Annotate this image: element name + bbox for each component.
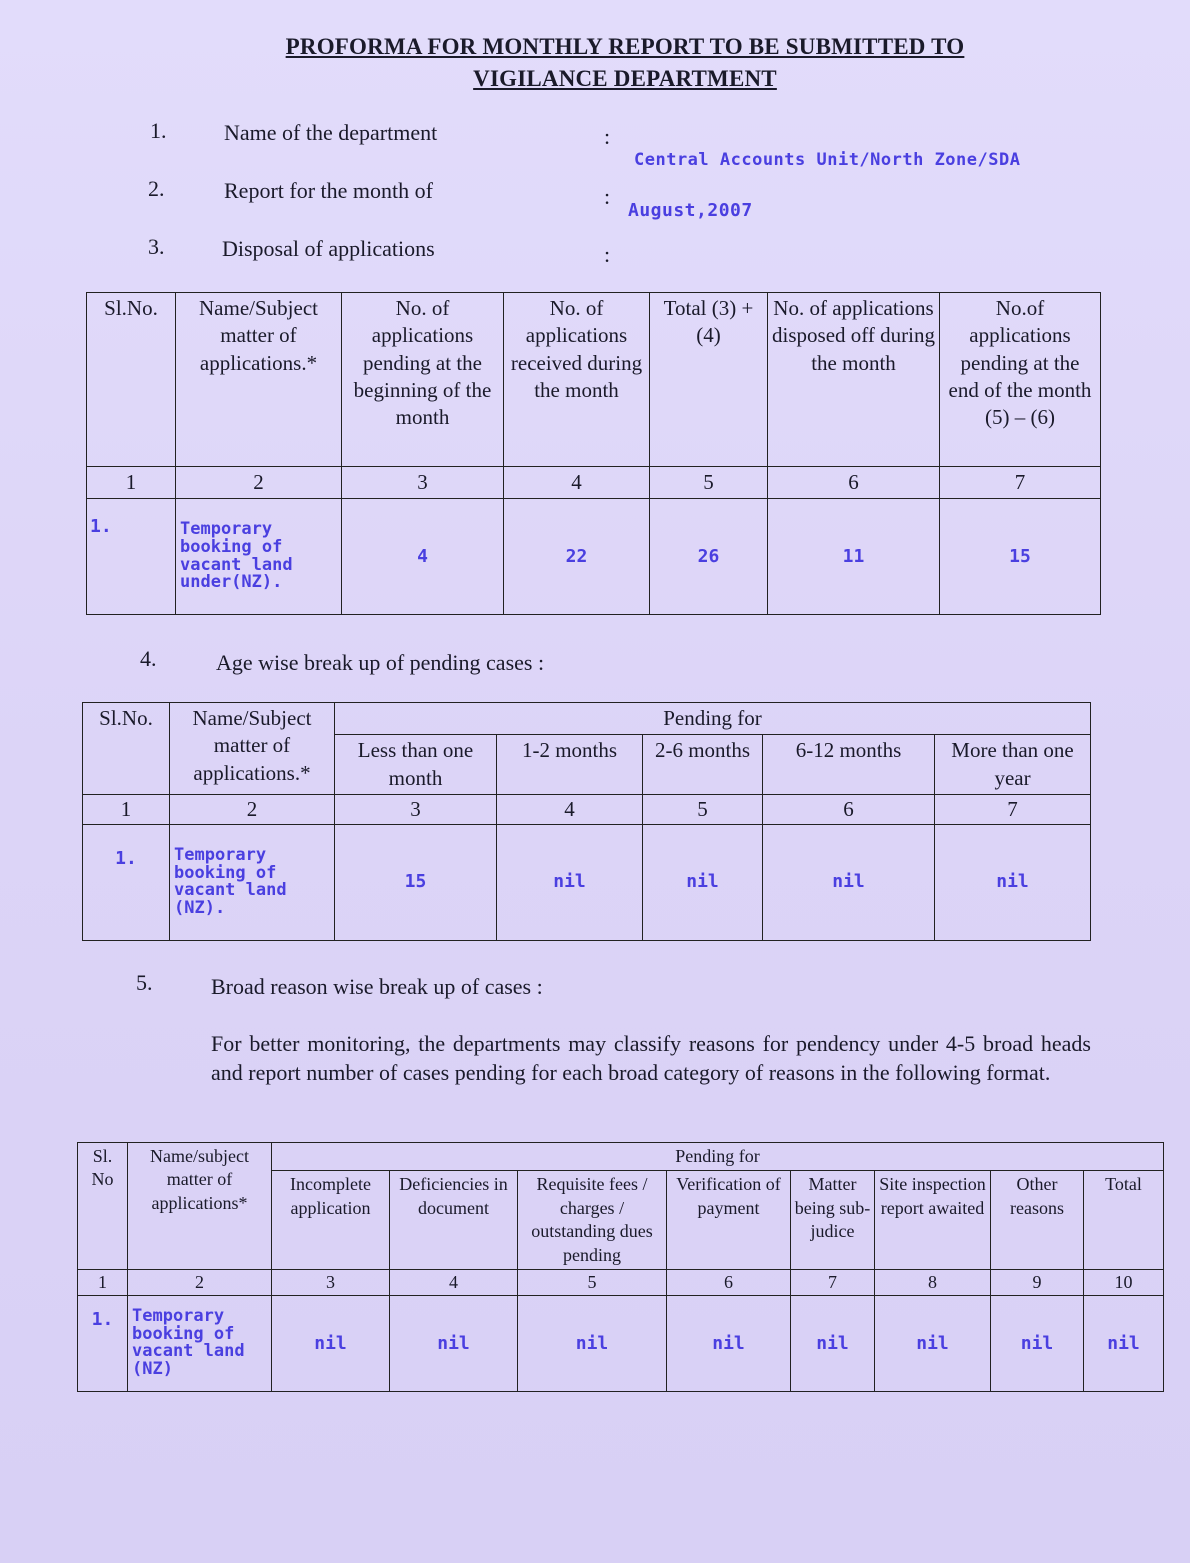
item-3-number: 3. <box>148 234 165 259</box>
item-4-label: Age wise break up of pending cases : <box>216 650 545 675</box>
t2-index-3: 3 <box>335 794 497 824</box>
t3-row-total: nil <box>1084 1295 1164 1391</box>
title-line-2: VIGILANCE DEPARTMENT <box>473 66 777 91</box>
t3-header-total: Total <box>1084 1171 1164 1270</box>
t3-row-requisite-fees: nil <box>518 1295 667 1391</box>
t2-row-6-12-months: nil <box>763 824 935 940</box>
item-5-label: Broad reason wise break up of cases : <box>211 974 543 999</box>
t3-row-site-inspection: nil <box>875 1295 991 1391</box>
t1-index-2: 2 <box>176 467 342 499</box>
t2-row-1-2-months: nil <box>497 824 643 940</box>
t3-index-6: 6 <box>667 1269 791 1295</box>
t2-header-6-12-months: 6-12 months <box>763 735 935 795</box>
t2-row-2-6-months: nil <box>643 824 763 940</box>
t3-row-slno: 1. <box>78 1295 128 1391</box>
t3-index-1: 1 <box>78 1269 128 1295</box>
disposal-table <box>86 292 1101 615</box>
item-1-number: 1. <box>150 118 167 143</box>
age-wise-table <box>82 702 1091 941</box>
t1-header-slno: Sl.No. <box>87 293 176 467</box>
t1-row-pending-beginning: 4 <box>342 499 504 615</box>
t1-row-received: 22 <box>504 499 650 615</box>
t2-index-4: 4 <box>497 794 643 824</box>
item-3-label: Disposal of applications <box>222 236 435 261</box>
t1-header-received: No. of applications received during the month <box>504 293 650 467</box>
t1-row-disposed: 11 <box>768 499 940 615</box>
t3-header-site-inspection: Site inspection report awaited <box>875 1171 991 1270</box>
t2-index-2: 2 <box>170 794 335 824</box>
t3-header-requisite-fees: Requisite fees / charges / outstanding dues pending <box>518 1171 667 1270</box>
month-value: August,2007 <box>628 200 753 221</box>
t1-index-7: 7 <box>940 467 1101 499</box>
t3-header-incomplete: Incomplete application <box>272 1171 390 1270</box>
item-2-colon: : <box>604 184 611 209</box>
t1-index-3: 3 <box>342 467 504 499</box>
t1-row-total: 26 <box>650 499 768 615</box>
t2-index-1: 1 <box>83 794 170 824</box>
t1-header-disposed: No. of applications disposed off during the month <box>768 293 940 467</box>
t3-header-deficiencies: Deficiencies in document <box>390 1171 518 1270</box>
t3-row-sub-judice: nil <box>791 1295 875 1391</box>
t1-header-total: Total (3) +(4) <box>650 293 768 467</box>
t3-header-slno: Sl. No <box>78 1143 128 1270</box>
t3-header-subject: Name/subject matter of applications* <box>128 1143 272 1270</box>
t2-header-subject: Name/Subject matter of applications.* <box>170 703 335 795</box>
t3-row-deficiencies: nil <box>390 1295 518 1391</box>
t2-index-6: 6 <box>763 794 935 824</box>
item-1-colon: : <box>604 124 611 149</box>
t2-header-pending-for: Pending for <box>335 703 1091 735</box>
t1-header-pending-beginning: No. of applications pending at the beginning of the month <box>342 293 504 467</box>
t3-index-8: 8 <box>875 1269 991 1295</box>
t2-index-5: 5 <box>643 794 763 824</box>
t2-header-1-2-months: 1-2 months <box>497 735 643 795</box>
t3-index-4: 4 <box>390 1269 518 1295</box>
t3-index-5: 5 <box>518 1269 667 1295</box>
t2-row-more-one-year: nil <box>935 824 1091 940</box>
t3-header-other-reasons: Other reasons <box>991 1171 1084 1270</box>
t1-index-4: 4 <box>504 467 650 499</box>
item-4-number: 4. <box>140 646 157 671</box>
t3-row-incomplete: nil <box>272 1295 390 1391</box>
title-line-1: PROFORMA FOR MONTHLY REPORT TO BE SUBMITTED TO <box>285 34 965 59</box>
t1-row-pending-end: 15 <box>940 499 1101 615</box>
t3-index-3: 3 <box>272 1269 390 1295</box>
t1-header-pending-end: No.of applications pending at the end of the month (5) – (6) <box>940 293 1101 467</box>
t2-header-slno: Sl.No. <box>83 703 170 795</box>
t1-index-1: 1 <box>87 467 176 499</box>
item-2-number: 2. <box>148 176 165 201</box>
t1-header-subject: Name/Subject matter of applications.* <box>176 293 342 467</box>
t3-header-sub-judice: Matter being sub-judice <box>791 1171 875 1270</box>
t3-header-verification: Verification of payment <box>667 1171 791 1270</box>
item-2-label: Report for the month of <box>224 178 433 203</box>
t2-row-subject: Temporary booking of vacant land (NZ). <box>170 824 335 940</box>
t3-header-pending-for: Pending for <box>272 1143 1164 1171</box>
t3-index-7: 7 <box>791 1269 875 1295</box>
item-3-colon: : <box>604 242 611 267</box>
t2-row-less-one-month: 15 <box>335 824 497 940</box>
t2-row-slno: 1. <box>83 824 170 940</box>
t3-index-2: 2 <box>128 1269 272 1295</box>
t3-row-verification: nil <box>667 1295 791 1391</box>
t1-index-6: 6 <box>768 467 940 499</box>
t3-index-10: 10 <box>1084 1269 1164 1295</box>
t2-index-7: 7 <box>935 794 1091 824</box>
t1-row-subject: Temporary booking of vacant land under(NZ). <box>176 499 342 615</box>
t1-index-5: 5 <box>650 467 768 499</box>
t2-header-2-6-months: 2-6 months <box>643 735 763 795</box>
department-value: Central Accounts Unit/North Zone/SDA <box>634 150 1021 170</box>
item-1-label: Name of the department <box>224 120 438 145</box>
t3-index-9: 9 <box>991 1269 1084 1295</box>
t1-row-slno: 1. <box>87 499 176 615</box>
item-5-number: 5. <box>136 970 153 995</box>
t2-header-more-one-year: More than one year <box>935 735 1091 795</box>
instruction-paragraph: For better monitoring, the departments may classify reasons for pendency under 4-5 broad heads and report number of cases pending for each broad category of reasons in the following format. <box>211 1031 1091 1085</box>
t3-row-other-reasons: nil <box>991 1295 1084 1391</box>
t2-header-less-one-month: Less than one month <box>335 735 497 795</box>
reason-wise-table <box>77 1142 1164 1392</box>
t3-row-subject: Temporary booking of vacant land (NZ) <box>128 1295 272 1391</box>
